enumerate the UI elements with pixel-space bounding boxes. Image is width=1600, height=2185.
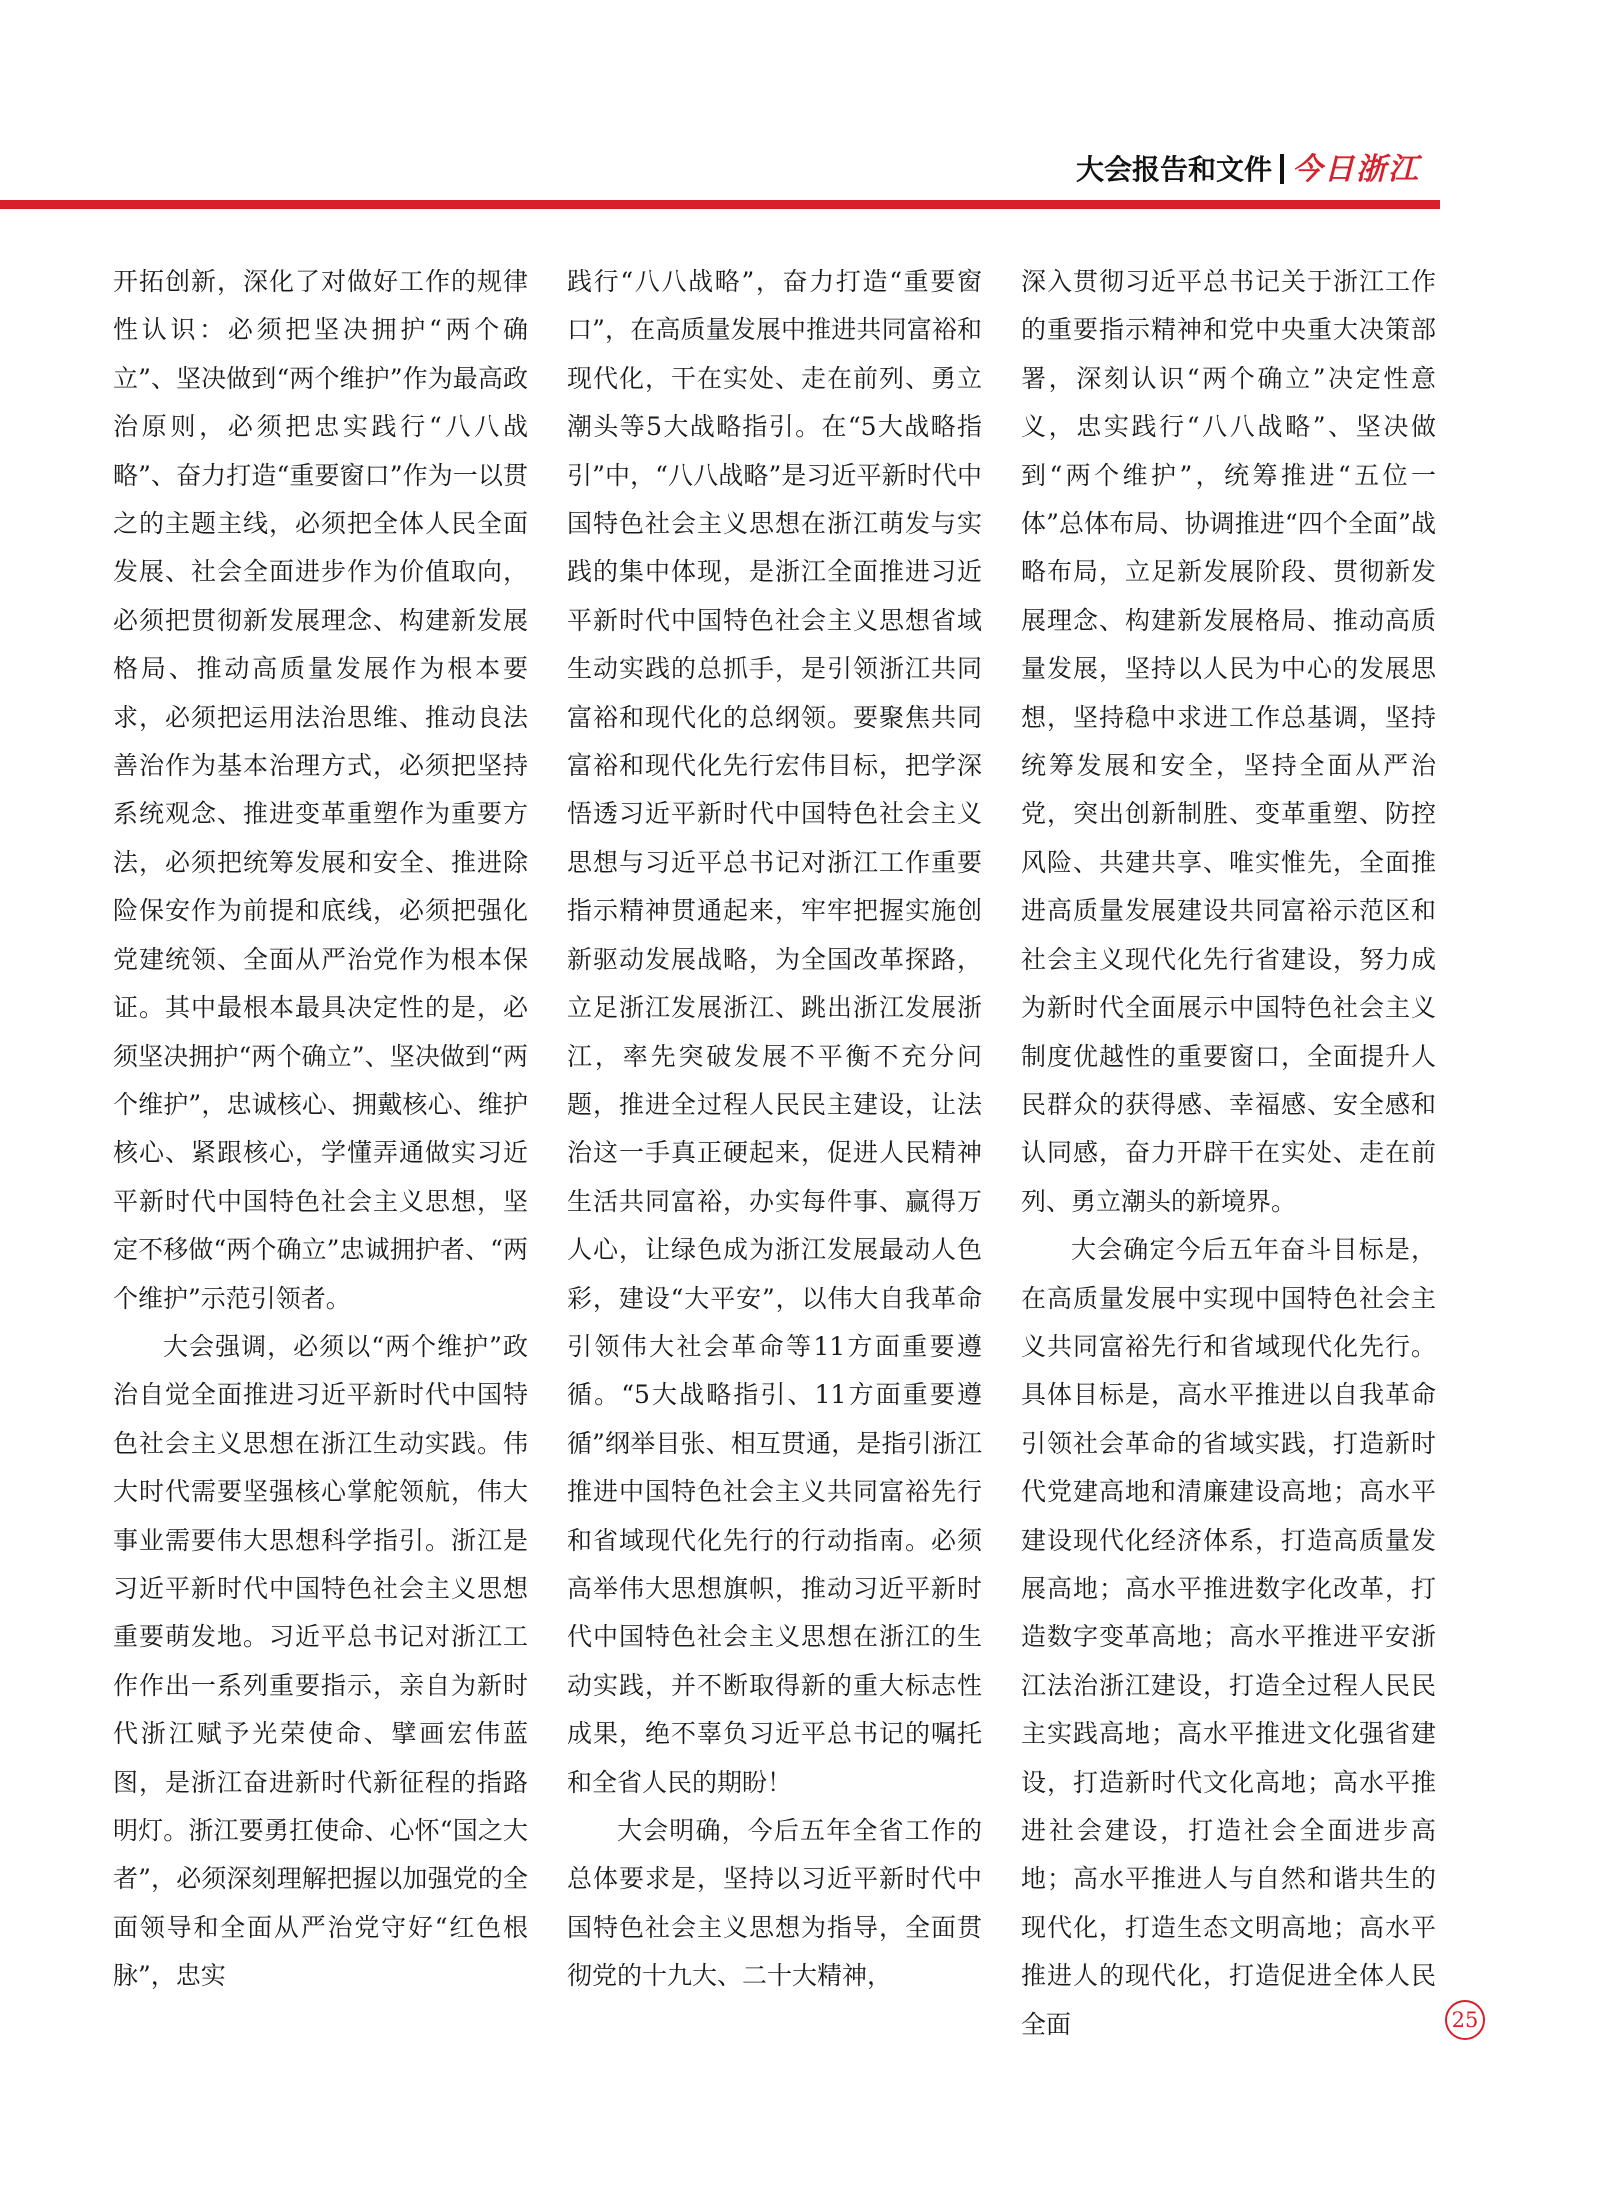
paragraph: 大会确定今后五年奋斗目标是，在高质量发展中实现中国特色社会主义共同富裕先行和省域现代化先行。具体目标是，高水平推进以自我革命引领社会革命的省域实践，打造新时代党建高地和清廉建设高地；高水平建设现代化经济体系，打造高质量发展高地；高水平推进数字化改革，打造数字变革高地；高水平推进平安浙江法治浙江建设，打造全过程人民民主实践高地；高水平推进文化强省建设，打造新时代文化高地；高水平推进社会建设，打造社会全面进步高地；高水平推进人与自然和谐共生的现代化，打造生态文明高地；高水平推进人的现代化，打造促进全体人民全面 (1021, 1235, 1436, 2039)
paragraph: 开拓创新，深化了对做好工作的规律性认识：必须把坚决拥护“两个确立”、坚决做到“两个维护”作为最高政治原则，必须把忠实践行“八八战略”、奋力打造“重要窗口”作为一以贯之的主题主线，必须把全体人民全面发展、社会全面进步作为价值取向，必须把贯彻新发展理念、构建新发展格局、推动高质量发展作为根本要求，必须把运用法治思维、推动良法善治作为基本治理方式，必须把坚持系统观念、推进变革重塑作为重要方法，必须把统筹发展和安全、推进除险保安作为前提和底线，必须把强化党建统领、全面从严治党作为根本保证。其中最根本最具决定性的是，必须坚决拥护“两个确立”、坚决做到“两个维护”，忠诚核心、拥戴核心、维护核心、紧跟核心，学懂弄通做实习近平新时代中国特色社会主义思想，坚定不移做“两个确立”忠诚拥护者、“两个维护”示范引领者。 (113, 267, 528, 1313)
paragraph: 践行“八八战略”，奋力打造“重要窗口”，在高质量发展中推进共同富裕和现代化，干在实处、走在前列、勇立潮头等5大战略指引。在“5大战略指引”中，“八八战略”是习近平新时代中国特色社会主义思想在浙江萌发与实践的集中体现，是浙江全面推进习近平新时代中国特色社会主义思想省域生动实践的总抓手，是引领浙江共同富裕和现代化的总纲领。要聚焦共同富裕和现代化先行宏伟目标，把学深悟透习近平新时代中国特色社会主义思想与习近平总书记对浙江工作重要指示精神贯通起来，牢牢把握实施创新驱动发展战略，为全国改革探路，立足浙江发展浙江、跳出浙江发展浙江，率先突破发展不平衡不充分问题，推进全过程人民民主建设，让法治这一手真正硬起来，促进人民精神生活共同富裕，办实每件事、赢得万人心，让绿色成为浙江发展最动人色彩，建设“大平安”，以伟大自我革命引领伟大社会革命等11方面重要遵循。“5大战略指引、11方面重要遵循”纲举目张、相互贯通，是指引浙江推进中国特色社会主义共同富裕先行和省域现代化先行的行动指南。必须高举伟大思想旗帜，推动习近平新时代中国特色社会主义思想在浙江的生动实践，并不断取得新的重大标志性成果，绝不辜负习近平总书记的嘱托和全省人民的期盼！ (567, 267, 982, 1797)
text-column-1 (113, 258, 528, 2001)
section-label: 大会报告和文件 (1075, 153, 1272, 186)
publication-logo: 今日浙江 (1292, 152, 1420, 187)
text-column-2 (567, 258, 982, 2001)
page-number: 25 (1445, 2000, 1485, 2040)
paragraph: 深入贯彻习近平总书记关于浙江工作的重要指示精神和党中央重大决策部署，深刻认识“两个确立”决定性意义，忠实践行“八八战略”、坚决做到“两个维护”，统筹推进“五位一体”总体布局、协调推进“四个全面”战略布局，立足新发展阶段、贯彻新发展理念、构建新发展格局、推动高质量发展，坚持以人民为中心的发展思想，坚持稳中求进工作总基调，坚持统筹发展和安全，坚持全面从严治党，突出创新制胜、变革重塑、防控风险、共建共享、唯实惟先，全面推进高质量发展建设共同富裕示范区和社会主义现代化先行省建设，努力成为新时代全面展示中国特色社会主义制度优越性的重要窗口，全面提升人民群众的获得感、幸福感、安全感和认同感，奋力开辟干在实处、走在前列、勇立潮头的新境界。 (1021, 267, 1436, 1216)
paragraph: 大会强调，必须以“两个维护”政治自觉全面推进习近平新时代中国特色社会主义思想在浙江生动实践。伟大时代需要坚强核心掌舵领航，伟大事业需要伟大思想科学指引。浙江是习近平新时代中国特色社会主义思想重要萌发地。习近平总书记对浙江工作作出一系列重要指示，亲自为新时代浙江赋予光荣使命、擘画宏伟蓝图，是浙江奋进新时代新征程的指路明灯。浙江要勇扛使命、心怀“国之大者”，必须深刻理解把握以加强党的全面领导和全面从严治党守好“红色根脉”，忠实 (113, 1331, 528, 1991)
header-text (1076, 150, 1420, 190)
header-rule (0, 200, 1440, 209)
header-separator (1280, 154, 1284, 184)
page-header (0, 150, 1440, 190)
paragraph: 大会明确，今后五年全省工作的总体要求是，坚持以习近平新时代中国特色社会主义思想为指导，全面贯彻党的十九大、二十大精神， (567, 1816, 982, 1991)
text-column-3 (1021, 258, 1436, 2049)
